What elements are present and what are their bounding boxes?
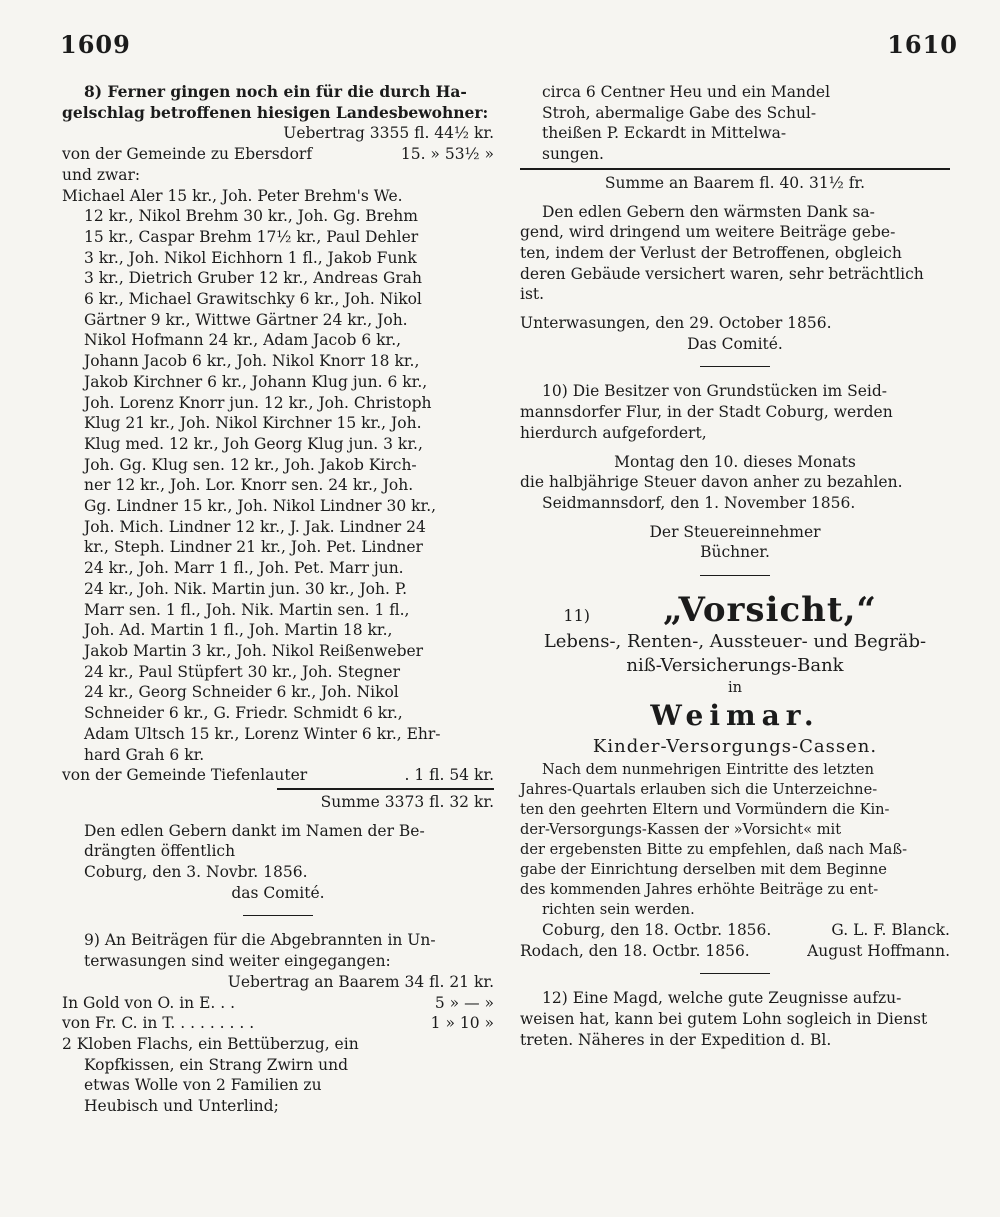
s8-tiefenlauter-row [62,765,494,786]
s11-body-line: der-Versorgungs-Kassen der »Vorsicht« mit [520,821,842,839]
s10-text: die halbjährige Steuer davon anher zu bezahlen. [520,473,903,492]
s10-line: hierdurch aufgefordert, [520,423,707,442]
s8-donor-line: Jakob Kirchner 6 kr., Johann Klug jun. 6 kr., [84,372,428,391]
s11-kinder: Kinder-Versorgungs-Cassen. [592,736,878,758]
right-column [520,82,950,1051]
s8-thanks-line: Den edlen Gebern dankt im Namen der Be- [84,821,425,840]
s11-subtitle-1: Lebens-, Renten-, Aussteuer- und Begräb- [543,631,927,653]
s9-gold-row [62,993,494,1014]
s9-item-line: 2 Kloben Flachs, ein Bettüberzug, ein [62,1034,359,1053]
s8-donor-line: Klug med. 12 kr., Joh Georg Klug jun. 3 kr., [84,434,423,453]
s8-donor-line: Klug 21 kr., Joh. Nikol Kirchner 15 kr., Joh. [84,414,422,433]
section-separator [243,915,313,916]
s11-signature-row [520,941,950,962]
s8-signature: das Comité. [231,883,325,902]
s8-line: gelschlag betroffenen hiesigen Landesbewohner: [62,102,489,122]
s11-body-line: Jahres-Quartals erlauben sich die Unterzeichne- [520,781,878,799]
s12-line: weisen hat, kann bei gutem Lohn sogleich in Dienst [520,1010,928,1029]
s8-donor-line: 24 kr., Joh. Nik. Martin jun. 30 kr., Joh. P. [84,579,408,598]
s9-fr-amount: 1 » 10 » [430,1014,494,1033]
s9-cont-line: Stroh, abermalige Gabe des Schul- [542,103,817,122]
section-10 [520,381,950,563]
s9-cont-line: theißen P. Eckardt in Mittelwa- [542,124,787,143]
s8-donor-line: Gärtner 9 kr., Wittwe Gärtner 24 kr., Joh. [84,310,408,329]
s11-body-line: des kommenden Jahres erhöhte Beiträge zu ent- [520,881,879,899]
s12-line: treten. Näheres in der Expedition d. Bl. [520,1030,832,1049]
s8-donor-line: Joh. Gg. Klug sen. 12 kr., Joh. Jakob Kirch- [84,455,417,474]
s8-donor-list [62,186,494,766]
s8-donor-line: 3 kr., Dietrich Gruber 12 kr., Andreas Grah [84,269,422,288]
s9-summe: Summe an Baarem fl. 40. 31½ fr. [604,173,866,192]
s8-donor-line: Joh. Mich. Lindner 12 kr., J. Jak. Lindner 24 [84,517,426,536]
section-9-continued [520,82,950,354]
s8-line: 8) Ferner gingen noch ein für die durch Ha- [84,82,467,101]
left-column [62,82,494,1117]
s8-donor-line: Johann Jacob 6 kr., Joh. Nikol Knorr 18 kr., [84,352,420,371]
s8-donor-line: 3 kr., Joh. Nikol Eichhorn 1 fl., Jakob Funk [84,248,417,267]
s11-in: in [727,679,743,697]
s9-signature: Das Comité. [687,334,783,353]
s8-donor-line: 24 kr., Georg Schneider 6 kr., Joh. Nikol [84,683,399,702]
s11-body-line: Nach dem nunmehrigen Eintritte des letzten [542,761,874,779]
s9-uebertrag: Uebertrag an Baarem 34 fl. 21 kr. [227,972,494,991]
sum-rule [277,788,494,790]
s11-signature-name: August Hoffmann. [807,941,950,960]
s8-donor-line: 24 kr., Paul Stüpfert 30 kr., Joh. Stegner [84,662,401,681]
s8-donor-line: Nikol Hofmann 24 kr., Adam Jacob 6 kr., [84,331,402,350]
s9-thanks-line: ten, indem der Verlust der Betroffenen, obgleich [520,243,902,262]
s8-summe: Summe 3373 fl. 32 kr. [320,792,494,811]
section-11 [520,590,950,961]
s9-fr-label: von Fr. C. in T. . . . . . . . . [62,1014,255,1033]
s9-thanks-line: Den edlen Gebern den wärmsten Dank sa- [542,202,875,221]
s9-item-line: etwas Wolle von 2 Familien zu [84,1076,322,1095]
s8-tiefenlauter-label: von der Gemeinde Tiefenlauter [62,766,308,785]
section-9 [62,930,494,1116]
s10-signature-name: Büchner. [700,543,770,562]
s11-body-line: richten sein werden. [542,901,695,919]
s11-body-line: der ergebensten Bitte zu empfehlen, daß nach Maß- [520,841,908,859]
s8-donor-line: kr., Steph. Lindner 21 kr., Joh. Pet. Lindner [84,538,423,557]
s8-ebersdorf-amount: 15. » 53½ » [400,145,494,164]
s11-title: „Vorsicht,“ [663,590,877,631]
section-8 [62,82,494,903]
s10-place-date: Seidmannsdorf, den 1. November 1856. [542,493,856,512]
s9-gold-amount: 5 » — » [434,993,494,1012]
s8-ebersdorf-row [62,144,494,165]
s11-body [520,760,950,920]
s11-signature-place: Coburg, den 18. Octbr. 1856. [542,921,772,940]
section-separator [700,366,770,367]
s8-donor-line: Adam Ultsch 15 kr., Lorenz Winter 6 kr., Ehr- [84,724,441,743]
s8-donor-line: Jakob Martin 3 kr., Joh. Nikol Reißenweber [84,641,424,660]
s9-line: terwasungen sind weiter eingegangen: [84,952,391,971]
s10-signature-title: Der Steuereinnehmer [649,522,821,541]
s11-subtitle-2: niß-Versicherungs-Bank [626,655,844,677]
s10-line: mannsdorfer Flur, in der Stadt Coburg, werden [520,403,893,422]
s9-place-date: Unterwasungen, den 29. October 1856. [520,314,832,333]
s8-thanks-line: drängten öffentlich [84,842,236,861]
s8-tiefenlauter-amount: . 1 fl. 54 kr. [404,766,494,785]
s12-line: 12) Eine Magd, welche gute Zeugnisse aufzu- [542,989,902,1008]
s8-donor-line: Joh. Ad. Martin 1 fl., Joh. Martin 18 kr., [84,621,393,640]
s9-item-line: Heubisch und Unterlind; [84,1097,279,1116]
s8-ebersdorf-label: von der Gemeinde zu Ebersdorf [62,145,313,164]
s8-donor-line: Michael Aler 15 kr., Joh. Peter Brehm's We. [62,186,403,205]
s9-fr-row [62,1013,494,1034]
s9-thanks-line: deren Gebäude versichert waren, sehr beträchtlich ist. [520,264,924,304]
section-12 [520,988,950,1050]
s11-body-line: ten den geehrten Eltern und Vormündern die Kin- [520,801,890,819]
section-separator [700,575,770,576]
s10-date: Montag den 10. dieses Monats [614,452,856,471]
s11-signature-name: G. L. F. Blanck. [831,921,950,940]
s11-signature-row [520,920,950,941]
s11-body-line: gabe der Einrichtung derselben mit dem Beginne [520,861,887,879]
s8-donor-line: Joh. Lorenz Knorr jun. 12 kr., Joh. Christoph [84,393,432,412]
s10-line: 10) Die Besitzer von Grundstücken im Seid- [542,382,888,401]
s9-cont-line: sungen. [542,145,604,164]
s9-line: 9) An Beiträgen für die Abgebrannten in Un- [84,931,436,950]
s8-und-zwar: und zwar: [62,165,141,184]
page-number-left: 1609 [60,30,131,59]
s8-donor-line: 12 kr., Nikol Brehm 30 kr., Joh. Gg. Brehm [84,207,418,226]
s11-number: 11) [563,606,590,626]
s8-place-date: Coburg, den 3. Novbr. 1856. [84,863,308,882]
s9-cont-line: circa 6 Centner Heu und ein Mandel [542,83,831,101]
section-separator [700,973,770,974]
sum-rule [520,168,950,170]
s8-donor-line: Marr sen. 1 fl., Joh. Nik. Martin sen. 1 fl., [84,600,410,619]
s9-item-line: Kopfkissen, ein Strang Zwirn und [84,1055,348,1074]
s8-donor-line: 15 kr., Caspar Brehm 17½ kr., Paul Dehler [84,227,419,246]
s8-donor-line: 24 kr., Joh. Marr 1 fl., Joh. Pet. Marr jun. [84,559,404,578]
s8-donor-line: Schneider 6 kr., G. Friedr. Schmidt 6 kr., [84,704,403,723]
s9-gold-label: In Gold von O. in E. . . [62,993,236,1012]
s8-donor-line: hard Grah 6 kr. [84,745,205,764]
s11-heading [520,590,950,630]
s8-donor-line: ner 12 kr., Joh. Lor. Knorr sen. 24 kr., Joh. [84,476,414,495]
s8-donor-line: Gg. Lindner 15 kr., Joh. Nikol Lindner 30 kr., [84,497,437,516]
page-number-right: 1610 [887,30,958,59]
s11-signature-place: Rodach, den 18. Octbr. 1856. [520,941,750,960]
s11-city: Weimar. [650,699,820,733]
s9-thanks-line: gend, wird dringend um weitere Beiträge gebe- [520,223,896,242]
s8-uebertrag: Uebertrag 3355 fl. 44½ kr. [283,124,494,143]
s8-donor-line: 6 kr., Michael Grawitschky 6 kr., Joh. Nikol [84,290,422,309]
